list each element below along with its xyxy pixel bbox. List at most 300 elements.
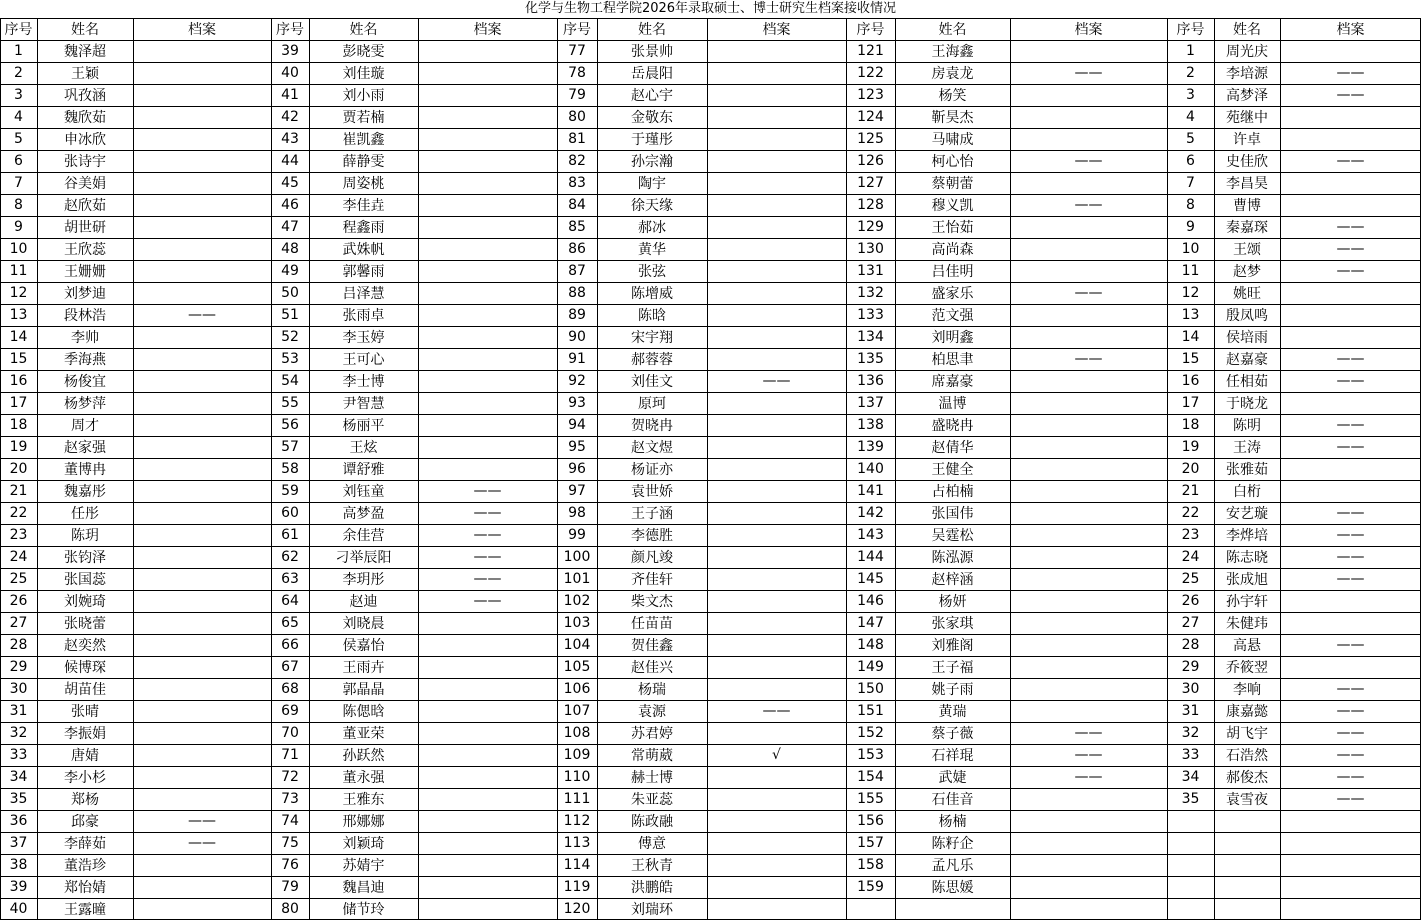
name-cell: 康嘉懿 — [1226, 704, 1268, 720]
name-cell: 王炫 — [349, 440, 378, 456]
seq-cell: 129 — [857, 219, 884, 235]
archive-status-cell — [133, 40, 271, 62]
archive-status-cell: —— — [1336, 263, 1365, 279]
archive-status-cell — [707, 480, 846, 502]
name-cell: 郑杨 — [71, 792, 99, 808]
name-cell: 柯心怡 — [931, 154, 974, 170]
archive-status-cell — [133, 84, 271, 106]
seq-cell: 33 — [1181, 747, 1200, 763]
name-cell: 陶宇 — [638, 176, 666, 192]
seq-cell: 106 — [563, 681, 591, 697]
archive-status-cell: —— — [1336, 571, 1365, 587]
archive-status-cell: —— — [473, 505, 502, 521]
archive-status-cell — [418, 304, 557, 326]
archive-status-cell — [133, 128, 271, 150]
seq-cell: 133 — [857, 307, 884, 323]
archive-status-cell — [707, 40, 846, 62]
archive-status-cell: —— — [1336, 87, 1365, 103]
seq-cell: 91 — [568, 351, 586, 367]
archive-status-cell — [133, 678, 271, 700]
archive-status-cell: —— — [1336, 549, 1365, 565]
name-cell: 王雅东 — [342, 792, 385, 808]
seq-cell: 13 — [1181, 307, 1200, 323]
grid-line-h — [0, 172, 1421, 173]
seq-cell: 10 — [1181, 241, 1200, 257]
seq-cell: 72 — [281, 769, 299, 785]
grid-line-v — [1280, 18, 1281, 920]
archive-status-cell — [1010, 876, 1167, 898]
archive-status-cell — [1280, 304, 1421, 326]
name-cell: 袁雪夜 — [1226, 792, 1268, 808]
name-cell: 李德胜 — [631, 528, 673, 544]
seq-cell: 24 — [9, 549, 28, 565]
name-cell: 刘瑞环 — [631, 902, 673, 918]
seq-cell: 127 — [857, 175, 884, 191]
archive-status-cell — [418, 656, 557, 678]
archive-status-cell — [418, 172, 557, 194]
seq-cell: 5 — [14, 131, 23, 147]
archive-status-cell — [133, 106, 271, 128]
grid-line-h — [0, 106, 1421, 107]
seq-cell: 17 — [1181, 395, 1200, 411]
grid-line-h — [0, 832, 1421, 833]
name-cell: 余佳营 — [342, 528, 385, 544]
header-file: 档案 — [188, 22, 216, 38]
archive-status-cell — [1010, 546, 1167, 568]
name-cell: 周光庆 — [1226, 44, 1268, 60]
archive-status-cell — [1010, 568, 1167, 590]
seq-cell: 1 — [1186, 43, 1195, 59]
name-cell — [1214, 898, 1280, 920]
name-cell: 王健全 — [931, 462, 974, 478]
archive-status-cell — [133, 282, 271, 304]
archive-status-cell: —— — [1074, 747, 1103, 763]
name-cell: 任彤 — [71, 506, 99, 522]
name-cell: 盛晓冉 — [931, 418, 974, 434]
grid-line-h — [0, 282, 1421, 283]
seq-cell: 67 — [281, 659, 299, 675]
seq-cell: 152 — [857, 725, 884, 741]
seq-cell: 41 — [281, 87, 299, 103]
seq-cell: 9 — [1186, 219, 1195, 235]
seq-cell: 15 — [1181, 351, 1200, 367]
seq-cell: 131 — [857, 263, 884, 279]
name-cell: 唐婧 — [71, 748, 99, 764]
seq-cell: 79 — [568, 87, 586, 103]
archive-status-cell — [133, 392, 271, 414]
name-cell: 柏思聿 — [931, 352, 974, 368]
seq-cell: 22 — [1181, 505, 1200, 521]
seq-cell: 70 — [281, 725, 299, 741]
seq-cell: 57 — [281, 439, 299, 455]
name-cell: 陈明 — [1233, 418, 1261, 434]
name-cell: 陈思媛 — [931, 880, 974, 896]
seq-cell: 26 — [9, 593, 28, 609]
seq-cell: 34 — [1181, 769, 1200, 785]
name-cell: 范文强 — [931, 308, 974, 324]
grid-line-h — [0, 194, 1421, 195]
archive-status-cell — [1010, 612, 1167, 634]
seq-cell: 130 — [857, 241, 884, 257]
seq-cell: 112 — [563, 813, 591, 829]
name-cell: 王海鑫 — [931, 44, 974, 60]
seq-cell: 120 — [563, 901, 591, 917]
archive-status-cell — [1010, 480, 1167, 502]
grid-line-h — [0, 40, 1421, 41]
name-cell: 岳晨阳 — [631, 66, 673, 82]
seq-cell: 111 — [563, 791, 591, 807]
name-cell: 刘颖琦 — [342, 836, 385, 852]
archive-status-cell — [1010, 40, 1167, 62]
name-cell: 吴霆松 — [931, 528, 974, 544]
seq-cell: 149 — [857, 659, 884, 675]
seq-cell — [1167, 810, 1214, 832]
seq-cell: 32 — [1181, 725, 1200, 741]
seq-cell: 7 — [14, 175, 23, 191]
seq-cell: 44 — [281, 153, 299, 169]
seq-cell: 45 — [281, 175, 299, 191]
grid-line-h — [0, 18, 1421, 19]
name-cell: 殷凤鸣 — [1226, 308, 1268, 324]
archive-status-cell — [133, 414, 271, 436]
archive-status-cell — [707, 436, 846, 458]
name-cell: 傅意 — [638, 836, 666, 852]
grid-line-v — [309, 18, 310, 920]
archive-status-cell — [418, 84, 557, 106]
seq-cell: 76 — [281, 857, 299, 873]
archive-status-cell: √ — [772, 747, 781, 763]
name-cell: 洪鹏皓 — [631, 880, 673, 896]
grid-line-h — [0, 898, 1421, 899]
name-cell — [1214, 810, 1280, 832]
name-cell: 赵迪 — [349, 594, 378, 610]
grid-line-h — [0, 810, 1421, 811]
name-cell: 王子涵 — [631, 506, 673, 522]
seq-cell: 32 — [9, 725, 28, 741]
name-cell: 赵梓涵 — [931, 572, 974, 588]
archive-status-cell — [418, 634, 557, 656]
name-cell: 杨瑞 — [638, 682, 666, 698]
grid-line-h — [0, 722, 1421, 723]
archive-status-cell — [133, 216, 271, 238]
grid-line-h — [0, 788, 1421, 789]
seq-cell: 98 — [568, 505, 586, 521]
name-cell: 贺佳鑫 — [631, 638, 673, 654]
grid-line-h — [0, 876, 1421, 877]
name-cell: 申冰欣 — [64, 132, 106, 148]
name-cell: 马啸成 — [931, 132, 974, 148]
seq-cell: 40 — [281, 65, 299, 81]
name-cell: 金敬东 — [631, 110, 673, 126]
name-cell: 朱亚蕊 — [631, 792, 673, 808]
archive-status-cell — [133, 62, 271, 84]
name-cell: 刘明鑫 — [931, 330, 974, 346]
seq-cell: 23 — [9, 527, 28, 543]
seq-cell: 2 — [1186, 65, 1195, 81]
seq-cell: 81 — [568, 131, 586, 147]
archive-status-cell — [418, 282, 557, 304]
archive-status-cell — [707, 876, 846, 898]
archive-status-cell — [418, 326, 557, 348]
name-cell: 秦嘉琛 — [1226, 220, 1268, 236]
name-cell: 吕泽慧 — [342, 286, 385, 302]
seq-cell: 146 — [857, 593, 884, 609]
archive-status-cell — [1280, 480, 1421, 502]
seq-cell — [1167, 898, 1214, 920]
name-cell: 赵梦 — [1233, 264, 1261, 280]
seq-cell: 109 — [563, 747, 591, 763]
seq-cell: 4 — [14, 109, 23, 125]
name-cell: 张弦 — [638, 264, 666, 280]
archive-status-cell — [418, 810, 557, 832]
seq-cell: 21 — [1181, 483, 1200, 499]
name-cell: 孙宇轩 — [1226, 594, 1268, 610]
seq-cell: 29 — [1181, 659, 1200, 675]
archive-status-cell — [1280, 194, 1421, 216]
name-cell: 黄华 — [638, 242, 666, 258]
name-cell: 薛静雯 — [342, 154, 385, 170]
archive-status-cell — [418, 150, 557, 172]
name-cell: 张钧泽 — [64, 550, 106, 566]
seq-cell: 25 — [1181, 571, 1200, 587]
name-cell: 彭晓雯 — [342, 44, 385, 60]
archive-status-cell — [133, 150, 271, 172]
archive-status-cell — [418, 788, 557, 810]
archive-status-cell — [1010, 502, 1167, 524]
archive-status-cell — [1280, 898, 1421, 920]
name-cell: 王子福 — [931, 660, 974, 676]
seq-cell: 20 — [9, 461, 28, 477]
archive-status-cell — [418, 876, 557, 898]
grid-line-v — [846, 18, 847, 920]
archive-status-cell — [707, 612, 846, 634]
header-name: 姓名 — [638, 22, 666, 38]
header-seq: 序号 — [563, 22, 591, 38]
seq-cell: 14 — [9, 329, 28, 345]
header-name: 姓名 — [349, 22, 378, 38]
name-cell: 贾若楠 — [342, 110, 385, 126]
seq-cell: 104 — [563, 637, 591, 653]
header-seq: 序号 — [856, 22, 885, 38]
seq-cell: 103 — [563, 615, 591, 631]
seq-cell: 94 — [568, 417, 586, 433]
archive-status-cell — [133, 502, 271, 524]
name-cell: 白桁 — [1233, 484, 1261, 500]
seq-cell: 107 — [563, 703, 591, 719]
grid-line-h — [0, 678, 1421, 679]
name-cell: 储节玲 — [342, 902, 385, 918]
name-cell: 李玉婷 — [342, 330, 385, 346]
archive-status-cell — [707, 898, 846, 920]
seq-cell: 66 — [281, 637, 299, 653]
grid-line-v — [0, 18, 1, 920]
name-cell: 王秋青 — [631, 858, 673, 874]
name-cell: 任相茹 — [1226, 374, 1268, 390]
seq-cell: 128 — [857, 197, 884, 213]
name-cell: 张景帅 — [631, 44, 673, 60]
seq-cell: 159 — [857, 879, 884, 895]
seq-cell: 6 — [1186, 153, 1195, 169]
archive-status-cell: —— — [1074, 351, 1103, 367]
seq-cell: 102 — [563, 593, 591, 609]
grid-line-h — [0, 436, 1421, 437]
grid-line-v — [1214, 18, 1215, 920]
name-cell: 季海燕 — [64, 352, 106, 368]
grid-line-h — [0, 414, 1421, 415]
grid-line-h — [0, 348, 1421, 349]
archive-status-cell — [707, 106, 846, 128]
archive-status-cell — [418, 436, 557, 458]
name-cell: 王可心 — [342, 352, 385, 368]
grid-line-h — [0, 62, 1421, 63]
name-cell: 许卓 — [1233, 132, 1261, 148]
archive-status-cell — [1280, 326, 1421, 348]
archive-status-cell: —— — [1336, 505, 1365, 521]
seq-cell: 80 — [281, 901, 299, 917]
archive-status-cell — [1280, 392, 1421, 414]
seq-cell: 143 — [857, 527, 884, 543]
archive-status-cell — [418, 722, 557, 744]
seq-cell: 135 — [857, 351, 884, 367]
archive-status-cell — [133, 656, 271, 678]
archive-status-cell — [1010, 458, 1167, 480]
archive-status-cell — [707, 326, 846, 348]
seq-cell: 20 — [1181, 461, 1200, 477]
name-cell: 张雅茹 — [1226, 462, 1268, 478]
name-cell: 张雨卓 — [342, 308, 385, 324]
archive-status-cell: —— — [473, 527, 502, 543]
archive-status-cell — [1010, 370, 1167, 392]
archive-status-cell — [1010, 656, 1167, 678]
archive-status-cell — [133, 568, 271, 590]
archive-status-cell — [707, 788, 846, 810]
name-cell: 乔筱翌 — [1226, 660, 1268, 676]
name-cell: 刘晓晨 — [342, 616, 385, 632]
name-cell: 袁源 — [638, 704, 666, 720]
seq-cell: 39 — [9, 879, 28, 895]
seq-cell: 7 — [1186, 175, 1195, 191]
seq-cell: 59 — [281, 483, 299, 499]
name-cell: 王欣蕊 — [64, 242, 106, 258]
seq-cell: 157 — [857, 835, 884, 851]
name-cell: 杨丽平 — [342, 418, 385, 434]
archive-status-cell — [133, 458, 271, 480]
header-file: 档案 — [473, 22, 502, 38]
grid-line-v — [418, 18, 419, 920]
name-cell: 周姿桃 — [342, 176, 385, 192]
archive-status-cell: —— — [1074, 725, 1103, 741]
archive-status-cell — [707, 414, 846, 436]
seq-cell: 21 — [9, 483, 28, 499]
seq-cell: 155 — [857, 791, 884, 807]
archive-status-cell — [707, 128, 846, 150]
name-cell — [1214, 854, 1280, 876]
name-cell: 李昌昊 — [1226, 176, 1268, 192]
grid-line-h — [0, 656, 1421, 657]
grid-line-h — [0, 590, 1421, 591]
archive-status-cell: —— — [1336, 681, 1365, 697]
seq-cell: 121 — [857, 43, 884, 59]
archive-status-cell — [707, 854, 846, 876]
seq-cell: 16 — [1181, 373, 1200, 389]
name-cell: 侯培雨 — [1226, 330, 1268, 346]
grid-line-h — [0, 612, 1421, 613]
archive-status-cell: —— — [1336, 241, 1365, 257]
name-cell: 魏欣茹 — [64, 110, 106, 126]
seq-cell: 123 — [857, 87, 884, 103]
seq-cell: 3 — [1186, 87, 1195, 103]
archive-status-cell: —— — [473, 593, 502, 609]
seq-cell: 108 — [563, 725, 591, 741]
name-cell: 刘佳璇 — [342, 66, 385, 82]
header-file: 档案 — [1336, 22, 1365, 38]
seq-cell: 61 — [281, 527, 299, 543]
archive-status-cell: —— — [1336, 747, 1365, 763]
seq-cell: 46 — [281, 197, 299, 213]
archive-status-cell — [707, 458, 846, 480]
name-cell: 李响 — [1233, 682, 1261, 698]
name-cell: 刘钰童 — [342, 484, 385, 500]
seq-cell: 125 — [857, 131, 884, 147]
archive-status-cell — [1280, 40, 1421, 62]
name-cell: 王颂 — [1233, 242, 1261, 258]
name-cell: 朱健玮 — [1226, 616, 1268, 632]
name-cell: 程鑫雨 — [342, 220, 385, 236]
grid-line-v — [707, 18, 708, 920]
name-cell: 董浩珍 — [64, 858, 106, 874]
archive-status-cell — [133, 524, 271, 546]
archive-status-cell — [418, 392, 557, 414]
seq-cell: 83 — [568, 175, 586, 191]
name-cell: 李小杉 — [64, 770, 106, 786]
seq-cell: 3 — [14, 87, 23, 103]
seq-cell: 87 — [568, 263, 586, 279]
seq-cell: 29 — [9, 659, 28, 675]
seq-cell: 27 — [1181, 615, 1200, 631]
archive-status-cell — [418, 238, 557, 260]
name-cell: 李玥彤 — [342, 572, 385, 588]
seq-cell: 39 — [281, 43, 299, 59]
name-cell: 于晓龙 — [1226, 396, 1268, 412]
archive-status-cell — [1010, 414, 1167, 436]
seq-cell: 5 — [1186, 131, 1195, 147]
seq-cell — [1167, 876, 1214, 898]
seq-cell: 60 — [281, 505, 299, 521]
archive-status-cell — [707, 62, 846, 84]
seq-cell: 6 — [14, 153, 23, 169]
name-cell: 赵奕然 — [64, 638, 106, 654]
name-cell: 贺晓冉 — [631, 418, 673, 434]
seq-cell: 134 — [857, 329, 884, 345]
archive-status-cell: —— — [1336, 725, 1365, 741]
seq-cell: 77 — [568, 43, 586, 59]
archive-status-cell — [1010, 634, 1167, 656]
seq-cell: 1 — [14, 43, 23, 59]
name-cell: 崔凯鑫 — [342, 132, 385, 148]
seq-cell: 148 — [857, 637, 884, 653]
seq-cell — [1167, 854, 1214, 876]
name-cell: 石浩然 — [1226, 748, 1268, 764]
seq-cell: 54 — [281, 373, 299, 389]
name-cell: 高梦盈 — [342, 506, 385, 522]
archive-status-cell — [1010, 524, 1167, 546]
seq-cell: 13 — [9, 307, 28, 323]
name-cell: 曹博 — [1233, 198, 1261, 214]
name-cell: 郭馨雨 — [342, 264, 385, 280]
name-cell: 姚子雨 — [931, 682, 974, 698]
name-cell: 刘梦迪 — [64, 286, 106, 302]
seq-cell: 28 — [1181, 637, 1200, 653]
